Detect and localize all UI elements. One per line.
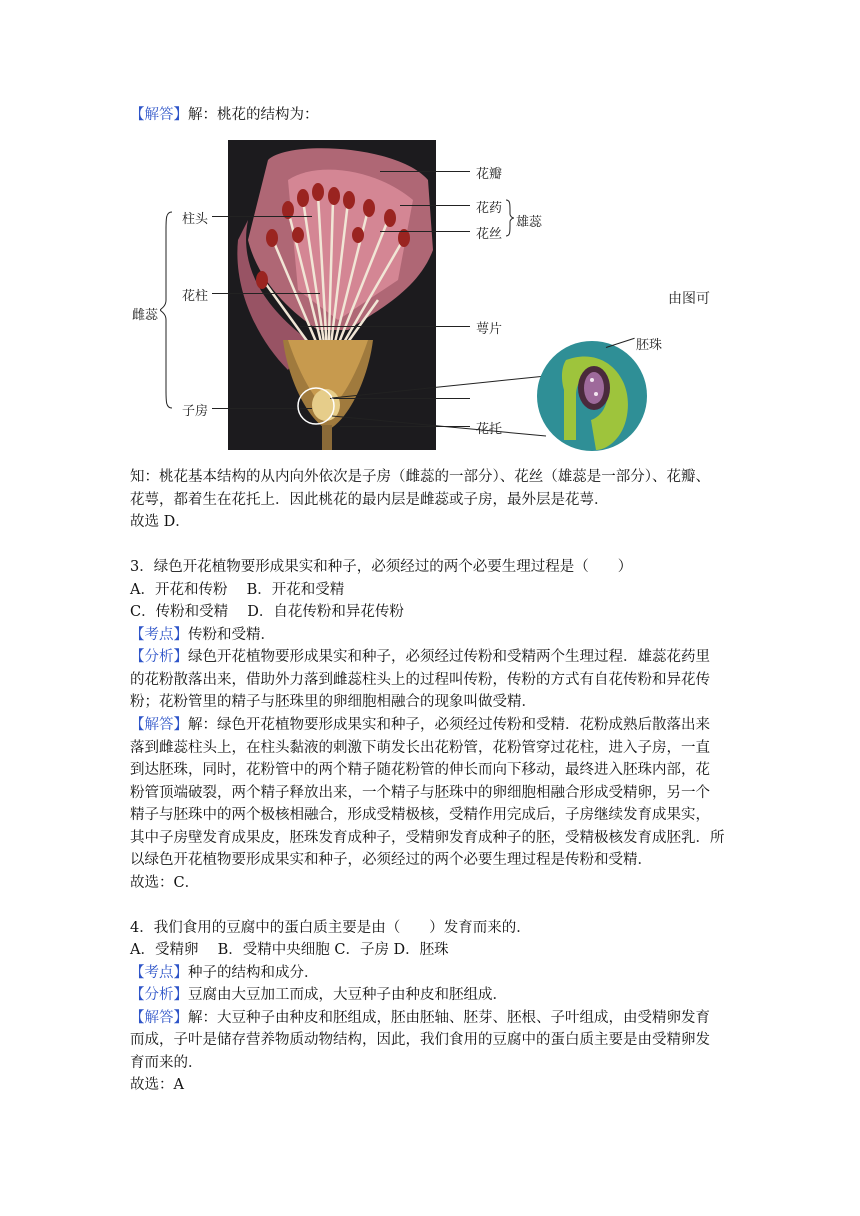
answer-cont-line: 花萼，都着生在花托上．因此桃花的最内层是雌蕊或子房，最外层是花萼．	[130, 492, 609, 508]
q4-options: A．受精卵 B．受精中央细胞 C．子房 D．胚珠	[130, 942, 449, 958]
q4-jieda-line: 而成，子叶是储存营养物质动物结构，因此，我们食用的豆腐中的蛋白质主要是由受精卵发	[130, 1032, 710, 1048]
answer-choice: 故选 D．	[130, 514, 190, 530]
label-stigma: 柱头	[182, 212, 209, 227]
q3-jieda-line: 粉管顶端破裂，两个精子释放出来，一个精子与胚珠中的卵细胞相融合形成受精卵，另一个	[130, 785, 710, 801]
q3-answer: 故选：C．	[130, 875, 200, 891]
label-receptacle: 花托	[476, 422, 503, 437]
q3-stem: 3．绿色开花植物要形成果实和种子，必须经过的两个必要生理过程是（ ）	[130, 559, 633, 575]
q3-kaodian	[130, 624, 275, 646]
kaodian-tag: 【考点】	[130, 965, 188, 981]
leader-sepal	[300, 326, 470, 327]
q4-kaodian	[130, 962, 319, 984]
label-petal: 花瓣	[476, 167, 503, 182]
q4-jieda	[130, 1007, 710, 1029]
pistil-brace	[160, 210, 174, 410]
q3-jieda	[130, 714, 710, 736]
label-pistil: 雌蕊	[132, 308, 159, 323]
answer-text: 解：桃花的结构为：	[188, 107, 319, 123]
q3-fenxi-line: 的花粉散落出来，借助外力落到雌蕊柱头上的过程叫传粉，传粉的方式有自花传粉和异花传	[130, 672, 710, 688]
leader-petal	[380, 171, 470, 172]
q3-fenxi	[130, 646, 710, 668]
answer-cont-line: 知：桃花基本结构的从内向外依次是子房（雌蕊的一部分）、花丝（雄蕊是一部分）、花瓣、	[130, 469, 710, 485]
q4-jieda-line: 育而来的．	[130, 1055, 203, 1071]
jieda-text: 解：大豆种子由种皮和胚组成，胚由胚轴、胚芽、胚根、子叶组成，由受精卵发育	[188, 1010, 710, 1026]
fenxi-tag: 【分析】	[130, 649, 188, 665]
label-ovary: 子房	[182, 404, 209, 419]
q3-jieda-line: 精子与胚珠中的两个极核相融合，形成受精极核，受精作用完成后，子房继续发育成果实，	[130, 807, 710, 823]
q3-jieda-line: 到达胚珠，同时，花粉管中的两个精子随花粉管的伸长而向下移动，最终进入胚珠内部，花	[130, 762, 710, 778]
stamen-brace	[504, 198, 516, 238]
answer-tag: 【解答】	[130, 107, 188, 123]
fenxi-text: 绿色开花植物要形成果实和种子，必须经过传粉和受精两个生理过程．雄蕊花药里	[188, 649, 710, 665]
ovule-closeup	[536, 340, 648, 452]
jieda-tag: 【解答】	[130, 1010, 188, 1026]
kaodian-text: 传粉和受精．	[188, 627, 275, 643]
ovary-callout	[296, 370, 556, 440]
q3-jieda-line: 其中子房壁发育成果皮，胚珠发育成种子，受精卵发育成种子的胚，受精极核发育成胚乳．所	[130, 830, 725, 846]
kaodian-tag: 【考点】	[130, 627, 188, 643]
answer-line	[130, 104, 319, 126]
label-stamen: 雄蕊	[516, 215, 543, 230]
q4-stem: 4．我们食用的豆腐中的蛋白质主要是由（ ）发育而来的．	[130, 920, 531, 936]
label-style: 花柱	[182, 289, 209, 304]
q3-fenxi-line: 粉；花粉管里的精子与胚珠里的卵细胞相融合的现象叫做受精．	[130, 694, 536, 710]
q4-answer: 故选：A	[130, 1077, 184, 1093]
q3-jieda-line: 以绿色开花植物要形成果实和种子，必须经过的两个必要生理过程是传粉和受精．	[130, 852, 652, 868]
q3-jieda-line: 落到雌蕊柱头上，在柱头黏液的刺激下萌发长出花粉管，花粉管穿过花柱，进入子房，一直	[130, 740, 710, 756]
figure-side-text: 由图可	[668, 291, 710, 307]
fenxi-tag: 【分析】	[130, 987, 188, 1003]
label-sepal: 萼片	[476, 322, 503, 337]
leader-anther	[400, 205, 470, 206]
label-anther: 花药	[476, 201, 503, 216]
jieda-text: 解：绿色开花植物要形成果实和种子，必须经过传粉和受精．花粉成熟后散落出来	[188, 717, 710, 733]
label-ovule: 胚珠	[636, 338, 663, 353]
leader-filament	[380, 231, 470, 232]
q3-options-1: A．开花和传粉 B．开花和受精	[130, 582, 345, 598]
q4-fenxi	[130, 984, 507, 1006]
kaodian-text: 种子的结构和成分．	[188, 965, 319, 981]
q3-options-2: C．传粉和受精 D．自花传粉和异花传粉	[130, 604, 404, 620]
jieda-tag: 【解答】	[130, 717, 188, 733]
fenxi-text: 豆腐由大豆加工而成，大豆种子由种皮和胚组成．	[188, 987, 507, 1003]
leader-style	[212, 293, 320, 294]
label-filament: 花丝	[476, 227, 503, 242]
leader-stigma	[212, 216, 312, 217]
